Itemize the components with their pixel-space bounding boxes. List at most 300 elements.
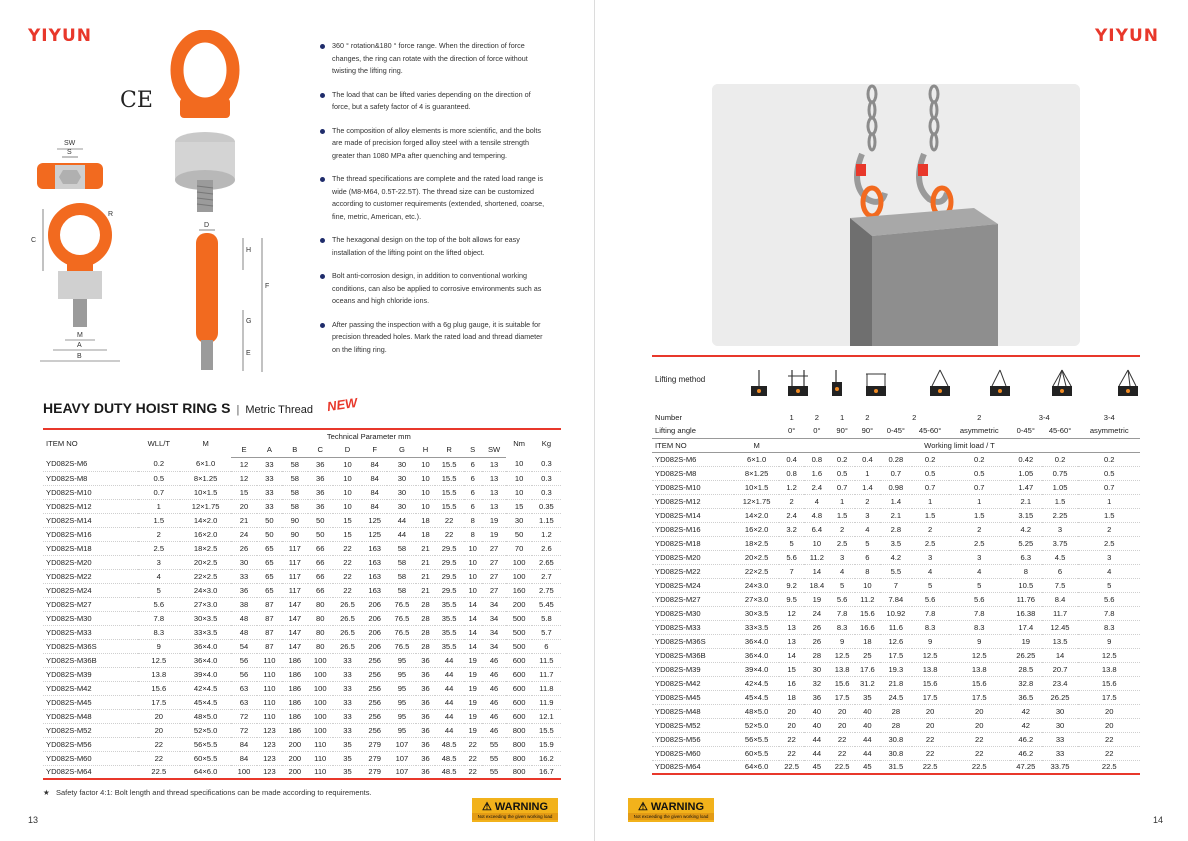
table-row [652,634,1140,648]
table-cell: 123 [257,751,282,765]
table-row [43,737,561,751]
table-cell: 36 [416,765,434,779]
table-cell: YD082S-M64 [43,765,138,779]
table-cell: 3 [830,550,855,564]
table-cell: 17.5 [912,690,949,704]
table-cell: 18 [416,513,434,527]
table-cell: 0.4 [779,452,804,466]
table-cell: 84 [362,471,387,485]
table-cell: 186 [282,667,307,681]
col-kg: Kg [532,429,561,457]
table-cell: 7.8 [949,606,1010,620]
table-cell: 8×1.25 [180,471,231,485]
table-cell: 12.5 [912,648,949,662]
table-cell: 4 [830,564,855,578]
table-cell: 100 [506,569,531,583]
table-cell: 20 [912,718,949,732]
table-cell: 52×5.0 [180,723,231,737]
table-cell: 28.5 [1010,662,1042,676]
table-cell: 147 [282,611,307,625]
table-cell: 26.5 [333,625,362,639]
table-cell: 22 [333,555,362,569]
table-row [43,499,561,513]
table-row [43,625,561,639]
table-cell: 87 [257,611,282,625]
number-label: Number [655,412,683,422]
table-cell: YD082S-M6 [652,452,734,466]
table-cell: 48.5 [435,765,464,779]
table-cell: 0.7 [138,485,180,499]
table-cell: 123 [257,765,282,779]
table-cell: 4 [949,564,1010,578]
table-cell: 200 [282,751,307,765]
spec-table [43,428,561,780]
table-cell: YD082S-M36B [43,653,138,667]
table-cell: 279 [362,765,387,779]
table-cell: 24×3.0 [180,583,231,597]
table-cell: 7 [779,564,804,578]
table-cell: 33 [257,485,282,499]
table-cell: 100 [308,709,333,723]
number-cell: 1 [840,412,845,422]
table-cell: 7.84 [880,592,912,606]
table-cell: 206 [362,639,387,653]
table-cell: 36×4.0 [180,639,231,653]
table-cell: 12.6 [880,634,912,648]
table-cell: 9.5 [779,592,804,606]
table-cell: 30 [387,457,416,471]
table-cell: 256 [362,695,387,709]
table-cell: 27 [482,555,507,569]
table-cell: 163 [362,583,387,597]
table-row [652,662,1140,676]
table-cell: 36×4.0 [180,653,231,667]
table-cell: 44 [387,513,416,527]
col-c: C [308,443,333,457]
table-cell: 10 [416,471,434,485]
table-cell: 44 [435,709,464,723]
spec-table-body [43,457,561,779]
table-cell: YD082S-M16 [652,522,734,536]
table-row [43,653,561,667]
table-cell: 600 [506,681,531,695]
table-cell: 26 [804,634,829,648]
table-cell: 58 [282,471,307,485]
table-cell: 22 [830,732,855,746]
table-cell: 2 [138,527,180,541]
table-cell: 100 [231,765,256,779]
table-cell: 36 [416,723,434,737]
table-cell: YD082S-M33 [652,620,734,634]
table-cell: 84 [231,737,256,751]
angle-cell: 45-60° [912,424,949,438]
table-cell: 4 [804,494,829,508]
table-cell: 19 [464,681,482,695]
table-cell: 7.8 [912,606,949,620]
table-cell: 58 [282,485,307,499]
table-row [43,723,561,737]
table-cell: 0.5 [912,466,949,480]
table-cell: 76.5 [387,625,416,639]
table-cell: 35.5 [435,597,464,611]
table-cell: 2.75 [532,583,561,597]
table-cell: 36 [308,457,333,471]
table-row [652,592,1140,606]
table-cell: 2.8 [880,522,912,536]
table-cell: 3 [912,550,949,564]
table-cell: 33.75 [1042,760,1079,774]
table-cell: YD082S-M14 [652,508,734,522]
table-cell: 22×2.5 [180,569,231,583]
table-row [652,718,1140,732]
table-cell: 18 [779,690,804,704]
table-cell: 1.5 [912,508,949,522]
warning-subtext: Not exceeding the given working load [472,813,558,820]
table-cell: 3.5 [880,536,912,550]
table-row [652,536,1140,550]
table-cell: 30 [387,499,416,513]
table-cell: 20 [949,718,1010,732]
table-cell: 33 [333,667,362,681]
table-cell: 14 [779,648,804,662]
table-cell: 18.4 [804,578,829,592]
angle-cell: 45-60° [1042,424,1079,438]
table-cell: 0.7 [912,480,949,494]
table-cell: 14 [464,625,482,639]
table-cell: 4 [1078,564,1140,578]
table-cell: 1.15 [532,513,561,527]
warning-label [472,798,558,822]
table-cell: 15 [231,485,256,499]
table-cell: 2 [949,522,1010,536]
table-cell: 56×5.5 [180,737,231,751]
table-cell: 279 [362,751,387,765]
table-cell: 46 [482,709,507,723]
table-row [652,550,1140,564]
table-cell: 2 [779,494,804,508]
table-cell: 46.2 [1010,732,1042,746]
table-cell: 100 [308,681,333,695]
table-cell: 206 [362,597,387,611]
table-cell: 22.5 [912,760,949,774]
table-cell: 2.5 [912,536,949,550]
table-cell: 5 [949,578,1010,592]
table-cell: 2 [1078,522,1140,536]
table-cell: YD082S-M36S [652,634,734,648]
table-cell: 22 [138,737,180,751]
table-cell: 44 [435,681,464,695]
table-cell: YD082S-M8 [43,471,138,485]
table-cell: 1.4 [880,494,912,508]
table-cell: 1 [912,494,949,508]
table-cell: 48 [231,611,256,625]
table-cell: YD082S-M27 [652,592,734,606]
table-cell: 22.5 [949,760,1010,774]
table-cell: 84 [362,457,387,471]
table-cell: 6.4 [804,522,829,536]
table-cell: 13.8 [138,667,180,681]
table-cell: 16.2 [532,751,561,765]
table-cell: 4 [138,569,180,583]
dim-label-e: E [246,350,251,357]
table-cell: 22 [1078,732,1140,746]
table-cell: 0.8 [779,466,804,480]
table-cell: 7.8 [138,611,180,625]
table-cell: YD082S-M48 [652,704,734,718]
dim-label-s: S [67,149,72,156]
table-cell: 30×3.5 [734,606,779,620]
load-table-body [652,452,1140,774]
table-cell: 46 [482,695,507,709]
table-cell: 9.2 [779,578,804,592]
table-cell: 40 [855,718,880,732]
table-cell: 110 [308,737,333,751]
table-cell: 35 [333,737,362,751]
table-row [43,583,561,597]
title-separator: | [236,404,240,416]
table-cell: 32.8 [1010,676,1042,690]
table-cell: 10 [506,457,531,471]
table-cell: 1.05 [1010,466,1042,480]
dim-label-b: B [77,353,82,360]
table-cell: 36×4.0 [734,648,779,662]
warning-label [628,798,714,822]
table-cell: 186 [282,723,307,737]
table-cell: 72 [231,723,256,737]
table-cell: 22×2.5 [734,564,779,578]
dim-label-d: D [204,222,210,229]
table-cell: 10 [464,555,482,569]
sling-diagram-icon [988,368,1012,398]
table-cell: 8×1.25 [734,466,779,480]
table-cell: 9 [1078,634,1140,648]
col-b: B [282,443,307,457]
table-cell: 0.98 [880,480,912,494]
table-cell: 13.8 [830,662,855,676]
table-cell: 44 [435,695,464,709]
table-cell: 44 [855,732,880,746]
table-cell: YD082S-M36B [652,648,734,662]
table-cell: 27 [482,569,507,583]
table-cell: 50 [257,513,282,527]
product-title-text: HEAVY DUTY HOIST RING S [43,400,231,416]
table-cell: 33 [1042,746,1079,760]
table-cell: 33 [257,499,282,513]
table-cell: 256 [362,681,387,695]
table-cell: 15.6 [138,681,180,695]
table-cell: 42 [1010,718,1042,732]
table-cell: 11.2 [855,592,880,606]
table-row [652,494,1140,508]
table-cell: 15.5 [435,457,464,471]
table-cell: 2 [830,522,855,536]
table-cell: 125 [362,513,387,527]
table-cell: 22.5 [830,760,855,774]
table-cell: 95 [387,653,416,667]
table-cell: 0.7 [830,480,855,494]
dim-label-f: F [265,283,270,290]
table-cell: 36 [416,695,434,709]
table-cell: 2.65 [532,555,561,569]
angle-cell: asymmetric [949,424,1010,438]
table-cell: 31.5 [880,760,912,774]
table-cell: 15 [506,499,531,513]
angle-cell: 0° [779,424,804,438]
table-cell: 163 [362,555,387,569]
table-cell: 0.5 [830,466,855,480]
page-number: 13 [28,815,39,825]
table-cell: 19 [482,513,507,527]
table-cell: 20.7 [1042,662,1079,676]
table-cell: 4.5 [1042,550,1079,564]
table-cell: 35.5 [435,639,464,653]
table-cell: 44 [804,746,829,760]
table-cell: 3.2 [779,522,804,536]
table-cell: 16.7 [532,765,561,779]
table-cell: 42 [1010,704,1042,718]
table-cell: 36 [416,667,434,681]
table-cell: 95 [387,723,416,737]
table-cell: 36 [416,709,434,723]
table-cell: 95 [387,681,416,695]
table-cell: YD082S-M39 [652,662,734,676]
table-cell: 117 [282,583,307,597]
table-cell: 160 [506,583,531,597]
col-m: M [180,429,231,457]
table-cell: YD082S-M56 [652,732,734,746]
table-cell: 33 [333,709,362,723]
table-cell: 50 [506,527,531,541]
table-cell: 1.2 [532,527,561,541]
table-cell: 54 [231,639,256,653]
table-cell: 28 [416,639,434,653]
table-cell: YD082S-M27 [43,597,138,611]
dim-label-r: R [108,211,114,218]
table-cell: 10 [333,485,362,499]
table-cell: 13.8 [1078,662,1140,676]
warning-title: ⚠ WARNING [481,801,549,813]
table-cell: 110 [257,667,282,681]
table-cell: 6 [532,639,561,653]
table-cell: 0.2 [1042,452,1079,466]
table-cell: 6 [464,471,482,485]
table-cell: 63 [231,695,256,709]
warning-title: ⚠ WARNING [637,801,705,813]
table-cell: 17.5 [1078,690,1140,704]
table-cell: 107 [387,737,416,751]
table-cell: YD082S-M45 [652,690,734,704]
table-cell: 100 [506,555,531,569]
table-cell: 33×3.5 [734,620,779,634]
table-cell: 36 [308,471,333,485]
table-cell: 46 [482,681,507,695]
table-cell: 31.2 [855,676,880,690]
table-row [43,765,561,779]
table-row [43,485,561,499]
table-cell: 0.7 [1078,480,1140,494]
table-cell: YD082S-M48 [43,709,138,723]
table-cell: 20 [1078,704,1140,718]
table-cell: 110 [257,695,282,709]
table-cell: 117 [282,541,307,555]
table-cell: 26.5 [333,611,362,625]
sling-diagram-icon [864,368,888,398]
dim-label-m: M [77,332,83,339]
table-cell: 24 [231,527,256,541]
table-cell: 17.5 [949,690,1010,704]
table-cell: 34 [482,639,507,653]
table-cell: 28 [416,597,434,611]
table-cell: 44 [435,667,464,681]
table-cell: 256 [362,709,387,723]
warning-triangle-icon: ⚠ [637,801,648,813]
table-cell: 5 [855,536,880,550]
table-cell: 15.6 [912,676,949,690]
table-row [43,751,561,765]
table-cell: 8.3 [830,620,855,634]
table-cell: 279 [362,737,387,751]
table-cell: 600 [506,695,531,709]
table-cell: YD082S-M18 [652,536,734,550]
table-cell: 22 [435,513,464,527]
table-cell: 48.5 [435,737,464,751]
table-cell: 26.25 [1010,648,1042,662]
table-cell: 21 [416,541,434,555]
table-cell: 22.5 [779,760,804,774]
table-cell: 72 [231,709,256,723]
table-cell: 50 [257,527,282,541]
table-cell: 5.5 [880,564,912,578]
table-cell: 11.2 [804,550,829,564]
table-cell: 3 [1078,550,1140,564]
table-cell: 200 [282,765,307,779]
table-cell: 6 [855,550,880,564]
table-cell: 87 [257,625,282,639]
table-cell: 16.6 [855,620,880,634]
table-cell: 46.2 [1010,746,1042,760]
table-cell: 22 [949,732,1010,746]
feature-item: The composition of alloy elements is more scientific, and the bolts are made of precision forged alloy steel with a tensile strength greater than 1080 MPa after quenching and tempering. [318,125,548,163]
angle-label: Lifting angle [652,424,779,438]
table-cell: 95 [387,667,416,681]
table-cell: YD082S-M20 [43,555,138,569]
col-m: M [734,438,779,452]
table-cell: YD082S-M14 [43,513,138,527]
table-cell: 22 [779,746,804,760]
table-cell: 2.5 [830,536,855,550]
table-cell: YD082S-M10 [652,480,734,494]
table-cell: 76.5 [387,639,416,653]
table-row [43,597,561,611]
table-cell: 10 [416,457,434,471]
table-cell: 22 [779,732,804,746]
table-cell: 42×4.5 [734,676,779,690]
product-title [43,400,313,416]
table-cell: 28 [804,648,829,662]
table-cell: 0.3 [532,485,561,499]
table-cell: 80 [308,625,333,639]
table-cell: 147 [282,639,307,653]
feature-item: 360 ° rotation&180 ° force range. When the direction of force changes, the ring can rotate with the direction of force without twisting the lifting ring. [318,40,548,78]
table-cell: 48×5.0 [180,709,231,723]
table-cell: 0.35 [532,499,561,513]
table-cell: YD082S-M42 [652,676,734,690]
table-cell: YD082S-M42 [43,681,138,695]
table-cell: 34 [482,611,507,625]
table-cell: 9 [949,634,1010,648]
table-cell: 10.92 [880,606,912,620]
table-cell: 19 [482,527,507,541]
